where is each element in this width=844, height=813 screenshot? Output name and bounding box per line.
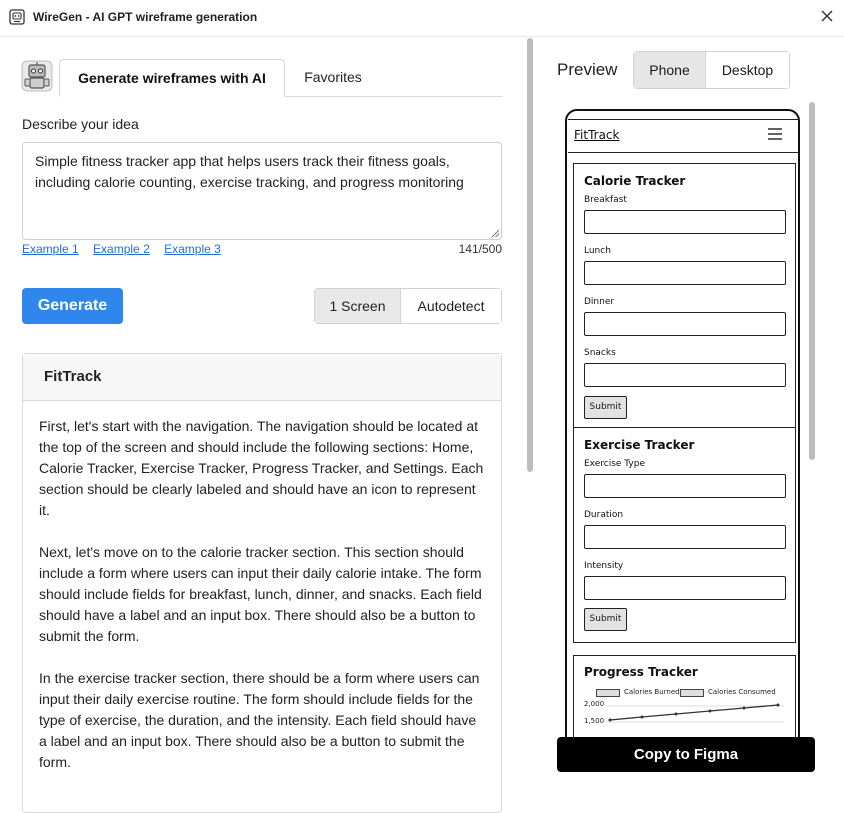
title-bar bbox=[0, 0, 844, 37]
exercise-submit-button[interactable]: Submit bbox=[584, 608, 627, 631]
snacks-label: Snacks bbox=[584, 348, 616, 358]
calorie-submit-button[interactable]: Submit bbox=[584, 396, 627, 419]
calorie-tracker-card bbox=[573, 163, 796, 429]
duration-label: Duration bbox=[584, 510, 624, 520]
tab-generate-wireframes[interactable]: Generate wireframes with AI bbox=[59, 59, 285, 97]
robot-avatar-icon bbox=[21, 60, 53, 92]
example-1-link[interactable]: Example 1 bbox=[22, 242, 79, 256]
dinner-input[interactable] bbox=[584, 312, 786, 336]
autodetect-option[interactable]: Autodetect bbox=[401, 289, 501, 323]
dinner-label: Dinner bbox=[584, 297, 615, 307]
exercise-tracker-card bbox=[573, 427, 796, 643]
hamburger-menu-icon[interactable] bbox=[767, 127, 783, 141]
example-3-link[interactable]: Example 3 bbox=[164, 242, 221, 256]
phone-preview bbox=[565, 109, 800, 725]
close-icon[interactable] bbox=[820, 9, 834, 23]
preview-scrollbar[interactable] bbox=[809, 102, 815, 460]
character-counter: 141/500 bbox=[458, 242, 502, 256]
progress-line-chart bbox=[608, 702, 784, 732]
preview-label: Preview bbox=[557, 60, 618, 79]
window-title: WireGen - AI GPT wireframe generation bbox=[33, 10, 258, 24]
resize-grip-icon[interactable] bbox=[491, 229, 500, 238]
result-text bbox=[23, 401, 501, 809]
progress-tracker-title: Progress Tracker bbox=[584, 665, 698, 679]
example-2-link[interactable]: Example 2 bbox=[93, 242, 150, 256]
one-screen-option[interactable]: 1 Screen bbox=[315, 289, 401, 323]
exercise-type-label: Exercise Type bbox=[584, 459, 645, 469]
intensity-input[interactable] bbox=[584, 576, 786, 600]
phone-option[interactable]: Phone bbox=[634, 52, 706, 88]
legend-swatch-burned bbox=[596, 689, 620, 697]
phone-frame bbox=[565, 109, 800, 749]
result-title: FitTrack bbox=[23, 354, 501, 401]
result-paragraph: First, let's start with the navigation. The navigation should be located at the top of the screen and should include the following sections: Home, Calorie Tracker, Exercise Tracker, Progress Tracker, and Settings. Each section should be clearly labeled and should have an icon to represent it. bbox=[39, 418, 484, 518]
result-panel bbox=[22, 353, 502, 813]
phone-header bbox=[568, 119, 799, 153]
y-tick-2000: 2,000 bbox=[584, 700, 605, 708]
snacks-input[interactable] bbox=[584, 363, 786, 387]
screen-mode-toggle bbox=[314, 288, 502, 324]
generate-button[interactable]: Generate bbox=[22, 288, 123, 324]
device-toggle bbox=[633, 51, 790, 89]
legend-calories-burned: Calories Burned bbox=[624, 688, 680, 696]
breakfast-input[interactable] bbox=[584, 210, 786, 234]
breakfast-label: Breakfast bbox=[584, 195, 627, 205]
exercise-tracker-title: Exercise Tracker bbox=[584, 438, 695, 452]
desktop-option[interactable]: Desktop bbox=[706, 52, 789, 88]
result-paragraph: Next, let's move on to the calorie tracker section. This section should include a form where users can input their daily calorie intake. The form should include fields for breakfast, lunch, dinner, and snacks. Each field should have a label and an input box. There should also be a button to submit the form. bbox=[39, 544, 482, 644]
duration-input[interactable] bbox=[584, 525, 786, 549]
describe-idea-label: Describe your idea bbox=[22, 116, 139, 132]
lunch-input[interactable] bbox=[584, 261, 786, 285]
tab-favorites[interactable]: Favorites bbox=[304, 69, 362, 85]
left-scrollbar[interactable] bbox=[527, 38, 533, 472]
idea-textarea[interactable]: Simple fitness tracker app that helps users track their fitness goals, including calorie counting, exercise tracking, and progress monitoring bbox=[22, 142, 502, 240]
lunch-label: Lunch bbox=[584, 246, 611, 256]
phone-brand-link[interactable]: FitTrack bbox=[574, 128, 620, 142]
legend-swatch-consumed bbox=[680, 689, 704, 697]
intensity-label: Intensity bbox=[584, 561, 624, 571]
y-tick-1500: 1,500 bbox=[584, 717, 605, 725]
result-paragraph: In the exercise tracker section, there should be a form where users can input their daily exercise routine. The form should include fields for the type of exercise, the duration, and the intensity. Each field should have a label and an input box. There should also be a button to submit the form. bbox=[39, 670, 480, 770]
example-links bbox=[22, 242, 232, 256]
copy-to-figma-button[interactable]: Copy to Figma bbox=[557, 737, 815, 772]
wiregen-app-icon bbox=[9, 9, 25, 25]
legend-calories-consumed: Calories Consumed bbox=[708, 688, 776, 696]
calorie-tracker-title: Calorie Tracker bbox=[584, 174, 686, 188]
main-tabs bbox=[59, 59, 502, 97]
exercise-type-input[interactable] bbox=[584, 474, 786, 498]
